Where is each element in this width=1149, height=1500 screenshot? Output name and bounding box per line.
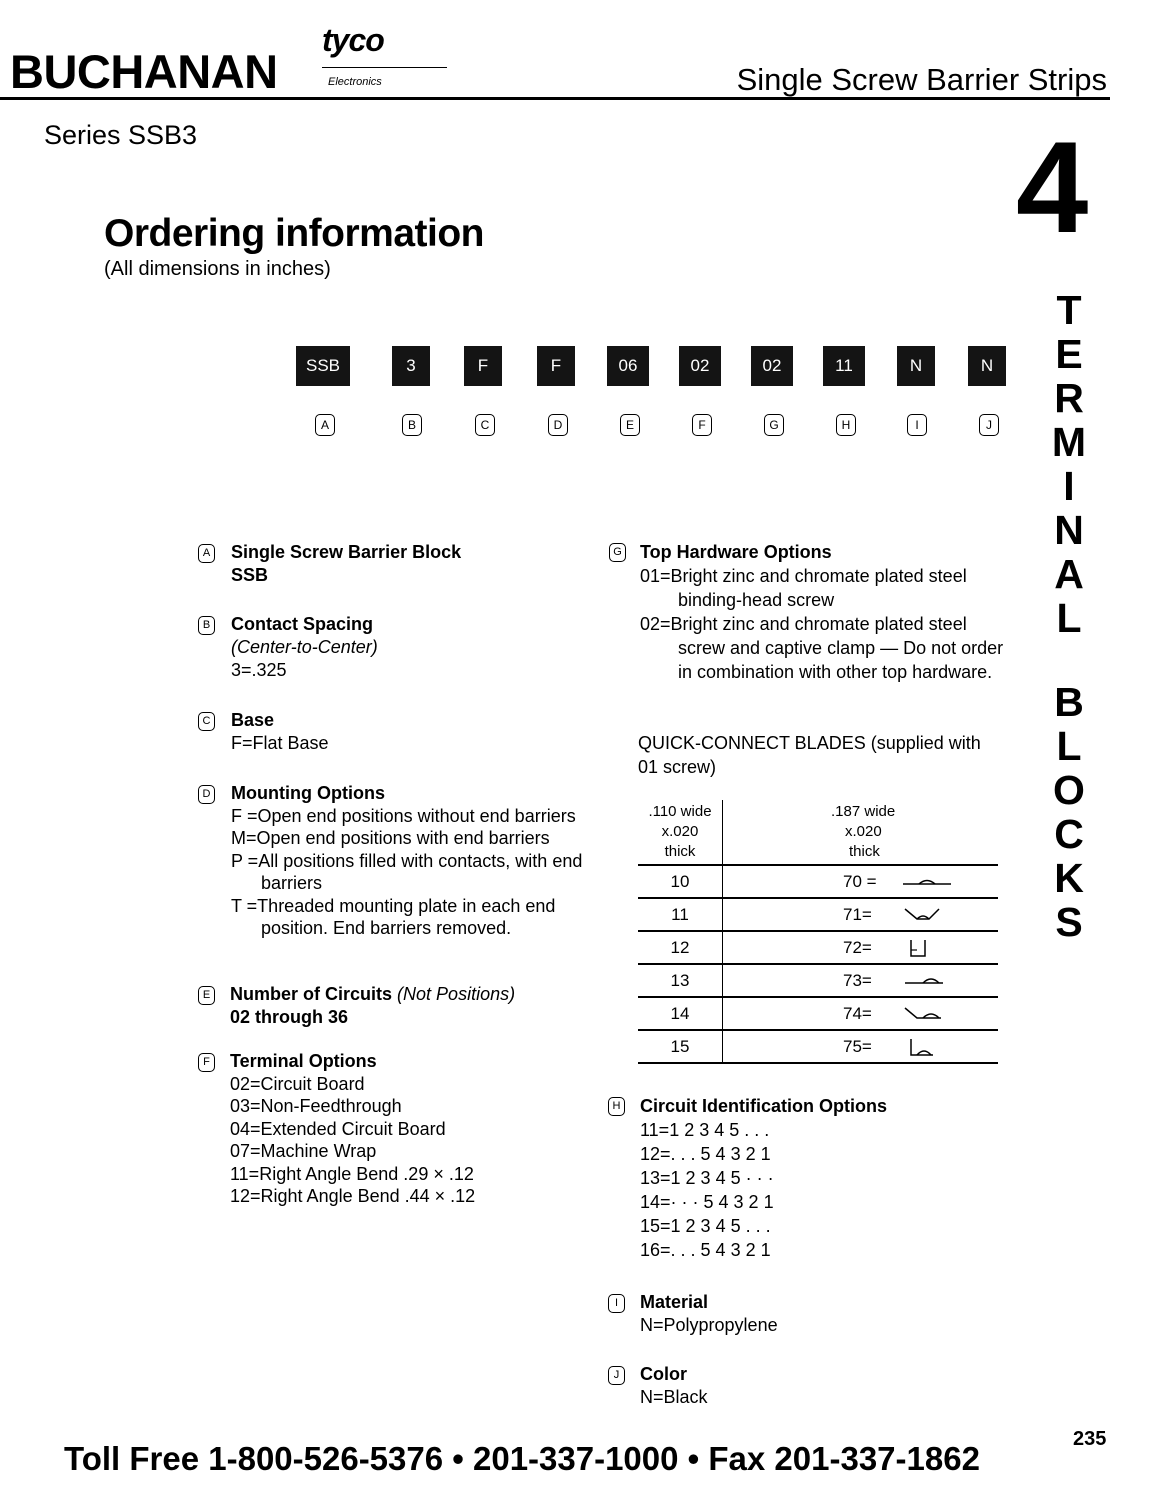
option-h-title: Circuit Identification Options — [640, 1096, 887, 1116]
option-f-line-02: 02=Circuit Board — [230, 1073, 365, 1094]
side-tab-letter: R — [1054, 375, 1084, 421]
ordering-subtitle: (All dimensions in inches) — [104, 258, 331, 280]
option-f-line-04: 04=Extended Circuit Board — [230, 1118, 446, 1139]
part-letter-f: F — [692, 414, 712, 436]
header-divider — [0, 97, 1110, 100]
part-letter-i: I — [907, 414, 927, 436]
part-letter-e: E — [620, 414, 640, 436]
part-letter-b: B — [402, 414, 422, 436]
part-letter-a: A — [315, 414, 335, 436]
ordering-title: Ordering information — [104, 212, 484, 255]
page-number: 235 — [1073, 1428, 1107, 1450]
option-c-line: F=Flat Base — [231, 733, 329, 753]
option-b-subtitle: (Center-to-Center) — [231, 637, 378, 657]
side-tab-letter: S — [1055, 899, 1083, 945]
option-b-line: 3=.325 — [231, 660, 287, 680]
option-e-title: Number of Circuits — [230, 984, 393, 1004]
option-i-line: N=Polypropylene — [640, 1315, 778, 1335]
table-header-187 — [723, 800, 999, 865]
option-a-badge: A — [198, 544, 215, 563]
header-187-line2: x.020 — [845, 823, 882, 840]
header-110-line1: .110 wide — [648, 803, 712, 820]
option-b-title: Contact Spacing — [231, 614, 374, 634]
table-cell-187 — [723, 997, 999, 1030]
side-tab-letter: E — [1055, 331, 1083, 377]
table-header-110 — [638, 800, 723, 865]
series-label: Series SSB3 — [44, 120, 198, 150]
blade-code: 74= — [843, 1003, 872, 1023]
option-c-badge: C — [198, 712, 215, 731]
table-row — [638, 997, 998, 1030]
option-h-line-11: 11=1 2 3 4 5 . . . — [640, 1120, 770, 1140]
side-tab-letter: O — [1053, 767, 1085, 813]
part-letter-g: G — [764, 414, 784, 436]
blade-upright-icon — [903, 938, 953, 960]
option-j-title: Color — [640, 1364, 687, 1384]
part-box-h: 11 — [823, 346, 865, 386]
side-tab-letter: A — [1054, 551, 1084, 597]
option-d-badge: D — [198, 785, 215, 804]
option-a — [202, 541, 591, 587]
option-j-line: N=Black — [640, 1387, 708, 1407]
option-f-line-03: 03=Non-Feedthrough — [230, 1096, 402, 1116]
option-f-badge: F — [198, 1053, 215, 1072]
table-cell-187 — [723, 931, 999, 964]
table-header-row — [638, 800, 998, 865]
table-cell-187 — [723, 1030, 999, 1063]
option-j — [613, 1363, 940, 1409]
table-row — [638, 898, 998, 931]
blade-single-angle-icon — [903, 1004, 953, 1024]
table-row — [638, 1030, 998, 1063]
option-i-title: Material — [640, 1292, 709, 1312]
blade-code: 75= — [843, 1036, 872, 1056]
chapter-number: 4 — [1016, 114, 1089, 260]
table-cell-110: 11 — [638, 898, 723, 931]
side-tab-letter: T — [1056, 287, 1082, 333]
option-d-line-f: F =Open end positions without end barriers — [231, 805, 576, 826]
option-h — [612, 1094, 1000, 1262]
option-d — [202, 782, 596, 940]
option-h-line-14: 14=· · · 5 4 3 2 1 — [640, 1192, 774, 1212]
option-g-badge: G — [609, 543, 626, 562]
side-tab-letter: L — [1056, 595, 1082, 641]
option-g-title: Top Hardware Options — [640, 542, 832, 562]
side-tab-letter: K — [1054, 855, 1084, 901]
option-f-line-11: 11=Right Angle Bend .29 × .12 — [230, 1163, 474, 1184]
header-110-line3: thick — [664, 843, 696, 860]
quick-connect-title: QUICK-CONNECT BLADES (supplied with 01 screw) — [638, 733, 981, 777]
side-tab-letter: B — [1054, 679, 1084, 725]
side-tab-letter: N — [1054, 507, 1084, 553]
option-d-line-t: T =Threaded mounting plate in each end position. End barriers removed. — [231, 895, 556, 938]
option-d-line-m: M=Open end positions with end barriers — [231, 828, 550, 848]
side-tab-letter: L — [1056, 723, 1082, 769]
option-g-line-02: 02=Bright zinc and chromate plated steel screw and captive clamp — Do not order in combination with other top hardware. — [640, 614, 1004, 682]
part-letter-h: H — [836, 414, 856, 436]
option-b — [202, 613, 591, 682]
option-h-badge: H — [608, 1097, 625, 1116]
option-h-line-15: 15=1 2 3 4 5 . . . — [640, 1216, 771, 1236]
header-187-line1: .187 wide — [831, 803, 896, 820]
option-i-badge: I — [608, 1294, 625, 1313]
table-cell-187 — [723, 865, 999, 898]
logo-rule — [322, 67, 447, 68]
blade-half-straight-icon — [903, 971, 953, 991]
side-tab-letter — [1046, 640, 1092, 680]
part-letter-j: J — [979, 414, 999, 436]
option-c — [202, 709, 591, 755]
option-a-line: SSB — [231, 565, 269, 585]
parent-brand-subtitle: Electronics — [328, 76, 382, 88]
option-e-title-note: (Not Positions) — [397, 984, 516, 1004]
quick-connect-table — [638, 800, 998, 1064]
blade-code: 72= — [843, 937, 872, 957]
part-letter-c: C — [475, 414, 495, 436]
part-box-b: 3 — [392, 346, 430, 386]
table-cell-110: 12 — [638, 931, 723, 964]
part-box-e: 06 — [607, 346, 649, 386]
option-i — [614, 1291, 940, 1337]
table-cell-110: 14 — [638, 997, 723, 1030]
option-h-line-16: 16=. . . 5 4 3 2 1 — [640, 1240, 771, 1260]
option-b-badge: B — [198, 616, 215, 635]
blade-code: 73= — [843, 970, 872, 990]
side-tab-letter: M — [1051, 419, 1087, 465]
blade-code: 70 = — [843, 871, 877, 891]
option-f-line-12: 12=Right Angle Bend .44 × .12 — [230, 1186, 476, 1206]
table-cell-110: 10 — [638, 865, 723, 898]
header-110-line2: x.020 — [661, 823, 699, 840]
header-187-line3: thick — [849, 843, 880, 860]
table-row — [638, 964, 998, 997]
footer-contact: Toll Free 1-800-526-5376 • 201-337-1000 • Fax 201-337-1862 — [64, 1440, 980, 1477]
option-f-title: Terminal Options — [230, 1051, 377, 1071]
brand-name: BUCHANAN — [10, 45, 278, 98]
part-box-c: F — [464, 346, 502, 386]
option-g — [613, 540, 1005, 684]
blade-code: 71= — [843, 904, 872, 924]
option-f-line-07: 07=Machine Wrap — [230, 1141, 377, 1161]
option-d-title: Mounting Options — [231, 783, 385, 803]
option-e — [202, 983, 595, 1029]
table-cell-187 — [723, 964, 999, 997]
side-tab-letter: I — [1063, 463, 1075, 509]
part-box-g: 02 — [751, 346, 793, 386]
option-a-title: Single Screw Barrier Block — [231, 542, 462, 562]
table-cell-110: 15 — [638, 1030, 723, 1063]
blade-straight-icon — [903, 872, 953, 892]
part-box-d: F — [537, 346, 575, 386]
option-e-line: 02 through 36 — [230, 1007, 349, 1027]
option-e-badge: E — [198, 986, 215, 1005]
option-g-line-01: 01=Bright zinc and chromate plated steel binding-head screw — [640, 566, 967, 610]
parent-brand-logo: tyco — [322, 22, 384, 58]
option-c-title: Base — [231, 710, 275, 730]
option-h-line-13: 13=1 2 3 4 5 · · · — [640, 1168, 774, 1188]
part-box-j: N — [968, 346, 1006, 386]
side-tab-letter: C — [1054, 811, 1084, 857]
table-cell-187 — [723, 898, 999, 931]
part-box-a: SSB — [296, 346, 350, 386]
option-h-line-12: 12=. . . 5 4 3 2 1 — [640, 1144, 771, 1164]
side-tab-terminal-blocks — [1046, 288, 1092, 944]
part-box-f: 02 — [679, 346, 721, 386]
blade-double-angle-icon — [903, 905, 953, 925]
blade-vertical-bend-icon — [903, 1037, 953, 1059]
option-d-line-p: P =All positions filled with contacts, with end barriers — [231, 850, 583, 893]
option-f — [203, 1050, 595, 1208]
table-row — [638, 865, 998, 898]
product-line-title: Single Screw Barrier Strips — [736, 62, 1107, 97]
part-box-i: N — [897, 346, 935, 386]
table-cell-110: 13 — [638, 964, 723, 997]
table-row — [638, 931, 998, 964]
option-j-badge: J — [608, 1366, 625, 1385]
part-letter-d: D — [548, 414, 568, 436]
